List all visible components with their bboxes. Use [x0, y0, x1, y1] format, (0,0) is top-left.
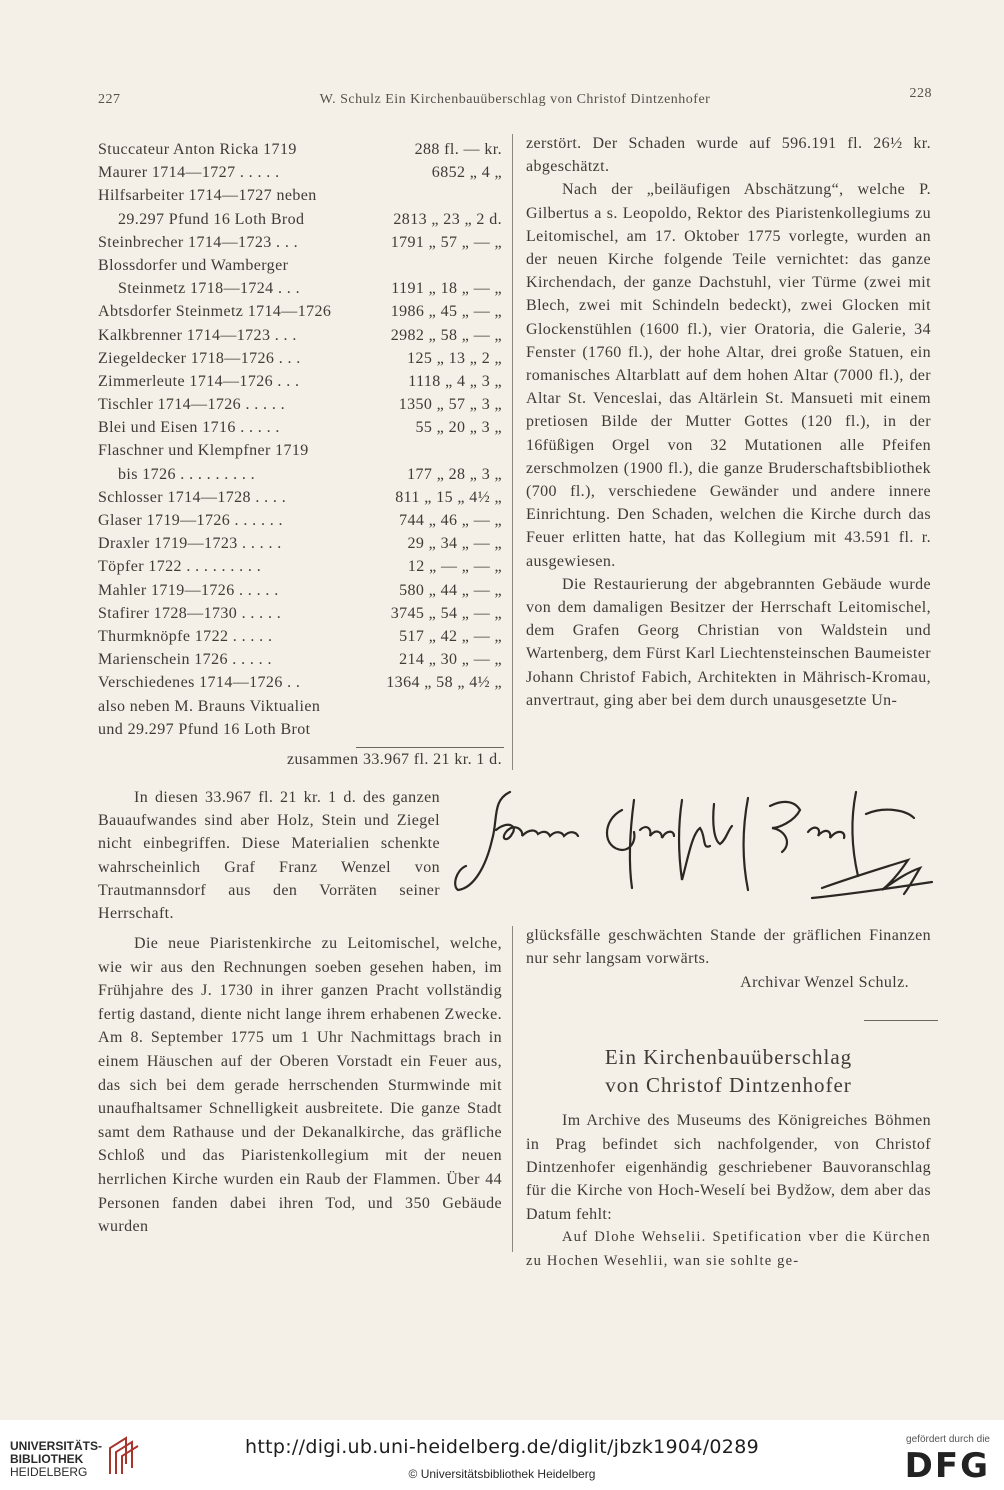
total-row	[98, 748, 502, 771]
cost-row	[98, 648, 502, 671]
cost-row	[98, 324, 502, 347]
cost-label: Flaschner und Klempfner 1719	[98, 442, 309, 460]
left-paragraph-2: Die neue Piaristenkirche zu Leitomischel, welche, wie wir aus den Rechnungen soeben gesehen haben, im Frühjahre des J. 1730 in ihrer ganzen Pracht vollständig fertig dastand, diente nicht lange ihrem erhabenen Zwecke. Am 8. September 1775 um 1 Uhr Nachmittags brach in einem Häuschen auf der Oberen Vorstadt ein Feuer aus, das sich bei dem gerade herrschenden Sturmwinde mit unaufhaltsamer Schnelligkeit ausbreitete. Die ganze Stadt samt dem Rathause und der Dekanalkirche, das gräfliche Schloß und das Piaristenkollegium mit der neuen herrlichen Kirche wurden ein Raub der Flammen. Über 44 Personen fanden dabei ihren Tod, und 350 Gebäude wurden	[98, 935, 502, 1236]
cost-amount: 580 „ 44 „ — „	[399, 581, 502, 599]
author-signature: Archivar Wenzel Schulz.	[740, 973, 909, 991]
cost-label: Marienschein 1726 . . . . .	[98, 651, 272, 669]
cost-label: also neben M. Brauns Viktualien	[98, 697, 321, 715]
cost-label: Hilfsarbeiter 1714—1727 neben	[98, 187, 317, 205]
cost-row	[98, 254, 502, 277]
cost-amount: 288 fl. — kr.	[414, 141, 502, 158]
cost-amount: 29 „ 34 „ — „	[407, 535, 502, 553]
cost-amount: 55 „ 20 „ 3 „	[415, 419, 502, 437]
dfg-logo: DFG	[904, 1446, 990, 1486]
cost-amount: 214 „ 30 „ — „	[399, 651, 502, 669]
cost-amount: 517 „ 42 „ — „	[399, 627, 502, 645]
cost-label: Steinbrecher 1714—1723 . . .	[98, 233, 299, 251]
cost-label: Zimmerleute 1714—1726 . . .	[98, 372, 300, 390]
cost-row	[98, 393, 502, 416]
cost-amount: 1191 „ 18 „ — „	[391, 280, 502, 298]
cost-label: Stafirer 1728—1730 . . . . .	[98, 604, 282, 622]
cost-row	[98, 602, 502, 625]
cost-label: 29.297 Pfund 16 Loth Brod	[118, 210, 305, 228]
cost-label: Steinmetz 1718—1724 . . .	[118, 280, 300, 298]
page-number-right: 228	[909, 86, 932, 101]
cost-label: Kalkbrenner 1714—1723 . . .	[98, 326, 297, 344]
cost-label: Verschiedenes 1714—1726 . .	[98, 674, 301, 692]
right-column-top: zerstört. Der Schaden wurde auf 596.191 fl. 26½ kr. abgeschätzt. Nach der „beiläufigen Abschätzung“, welche P. Gilbertus a s. Leopoldo, Rektor des Piaristenkollegiums zu Leitomischel, am 17. Oktober 1775 vorlegte, wurden an der neuen Kirche folgende Teile vernichtet: das ganze Kirchendach, der ganze Dachstuhl, vier Türme (zwei mit Blech, zwei mit Schindeln bedeckt), zwei Glocken mit Glockenstühlen (1600 fl.), vier Oratoria, die Galerie, 34 Fenster (1760 fl.), der hohe Altar, drei große Statuen, ein romanisches Altarblatt auf dem hohen Altar (7000 fl.), der Altar St. Venceslai, das Altärlein St. Mansueti mit einem pretiosen Bilde der Mutter Gottes (120 fl.), in der 16füßigen Orgel von 32 Mutationen alle Pfeifen zerschmolzen (1900 fl.), die ganze Bruderschaftsbibliothek (700 fl.), verschiedene Gewänder und andere innere Einrichtung. Den Schaden, welchen die Kirche durch das Feuer erlitten hatte, hat das Kollegium mit 43.591 fl. r. ausgewiesen. Die Restaurierung der abgebrannten Gebäude wurde von dem damaligen Besitzer der Herrschaft Leitomischel, dem Grafen Georg Christian von Waldstein und Wartenberg, dem Fürst Karl Liechtensteinschen Baumeister Johann Christof Fabich, Architekten in Mährisch-Kromau, anvertraut, ging aber bei dem durch unausgesetzte Un-	[526, 135, 931, 709]
cost-amount: 1118 „ 4 „ 3 „	[408, 372, 502, 390]
cost-row	[98, 370, 502, 393]
total-amount	[242, 748, 502, 771]
cost-label: bis 1726 . . . . . . . . .	[118, 465, 256, 483]
cost-label: Tischler 1714—1726 . . . . .	[98, 396, 286, 414]
cost-row	[98, 208, 502, 231]
column-rule-top	[512, 134, 513, 770]
cost-label: Abtsdorfer Steinmetz 1714—1726	[98, 303, 332, 321]
left-paragraph-1: In diesen 33.967 fl. 21 kr. 1 d. des ganzen Bauaufwandes sind aber Holz, Stein und Ziegel nicht einbegriffen. Diese Materialien schenkte wahrscheinlich Graf Franz Wenzel von Trautmannsdorf aus den Vorräten seiner Herrschaft.	[98, 789, 440, 923]
cost-label: Mahler 1719—1726 . . . . .	[98, 581, 279, 599]
cost-label: Thurmknöpfe 1722 . . . . .	[98, 627, 273, 645]
cost-amount: 1986 „ 45 „ — „	[390, 303, 502, 321]
cost-amount: 744 „ 46 „ — „	[399, 512, 502, 529]
cost-label: Blei und Eisen 1716 . . . . .	[98, 419, 280, 437]
total-label: zusammen	[286, 750, 359, 768]
page-number-left: 227	[98, 92, 121, 107]
cost-row	[98, 625, 502, 648]
cost-amount: 1350 „ 57 „ 3 „	[398, 396, 502, 414]
cost-row	[98, 671, 502, 694]
cost-label: Schlosser 1714—1728 . . . .	[98, 488, 287, 506]
column-rule-bottom	[512, 926, 513, 1252]
cost-row	[98, 347, 502, 370]
article-title: Ein Kirchenbauüberschlag von Christof Dintzenhofer	[604, 1045, 853, 1098]
cost-label: Maurer 1714—1727 . . . . .	[98, 164, 280, 182]
cost-label: Blossdorfer und Wamberger	[98, 256, 289, 274]
cost-amount: 3745 „ 54 „ — „	[390, 604, 502, 622]
cost-row	[98, 416, 502, 439]
cost-row	[98, 579, 502, 602]
cost-row	[98, 439, 502, 462]
cost-label: Draxler 1719—1723 . . . . .	[98, 535, 282, 553]
cost-row	[98, 509, 502, 532]
cost-label: Töpfer 1722 . . . . . . . . .	[98, 558, 262, 576]
cost-row	[98, 532, 502, 555]
cost-row	[98, 463, 502, 486]
cost-amount: 1364 „ 58 „ 4½ „	[386, 674, 502, 692]
cost-amount: 2982 „ 58 „ — „	[390, 326, 502, 344]
source-url-link[interactable]: http://digi.ub.uni-heidelberg.de/diglit/jbzk1904/0289	[245, 1436, 759, 1458]
copyright-text: © Universitätsbibliothek Heidelberg	[408, 1467, 596, 1481]
cost-label: Glaser 1719—1726 . . . . . .	[98, 512, 283, 529]
right-column-bottom: glücksfälle geschwächten Stande der gräflichen Finanzen nur sehr langsam vorwärts. Archivar Wenzel Schulz. Ein Kirchenbauüberschlag von Christof Dintzenhofer Im Archive des Museums des Königreiches Böhmen in Prag befindet sich nachfolgender, von Christof Dintzenhofer eigenhändig geschriebener Bauvoranschlag für die Kirche von Hoch-Weselí bei Bydžow, dem aber das Datum fehlt: Auf Dlohe Wehselii. Spetification vber die Kürchen zu Hochen Wesehlii, wan sie sohlte ge-	[526, 924, 931, 1273]
cost-label: und 29.297 Pfund 16 Loth Brot	[98, 720, 311, 738]
cost-amount: 6852 „ 4 „	[431, 164, 502, 182]
cost-row	[98, 231, 502, 254]
section-divider	[864, 1020, 938, 1021]
cost-amount: 125 „ 13 „ 2 „	[407, 349, 502, 367]
cost-amount: 2813 „ 23 „ 2 d.	[393, 210, 502, 228]
cost-amount: 12 „ — „ — „	[407, 558, 502, 576]
running-title: W. Schulz Ein Kirchenbauüberschlag von Christof Dintzenhofer	[319, 92, 711, 107]
cost-row	[98, 718, 502, 741]
cost-row	[98, 300, 502, 323]
cost-row	[98, 555, 502, 578]
funding-note: gefördert durch die	[906, 1434, 990, 1445]
cost-row	[98, 486, 502, 509]
cost-amount: 177 „ 28 „ 3 „	[407, 465, 502, 483]
total-value: 33.967 fl. 21 kr. 1 d.	[362, 750, 502, 768]
cost-table	[98, 138, 502, 771]
cost-amount: 1791 „ 57 „ — „	[390, 233, 502, 251]
signature-image	[452, 770, 944, 912]
spec-quote: Auf Dlohe Wehselii. Spetification vber die Kürchen zu Hochen Wesehlii, wan sie sohlte ge-	[526, 1229, 931, 1269]
cost-amount: 811 „ 15 „ 4½ „	[395, 488, 502, 506]
cost-row	[98, 138, 502, 161]
cost-row	[98, 184, 502, 207]
cost-row	[98, 695, 502, 718]
cost-label: Ziegeldecker 1718—1726 . . .	[98, 349, 301, 367]
cost-row	[98, 161, 502, 184]
university-logo-text: UNIVERSITÄTS- BIBLIOTHEK HEIDELBERG	[10, 1439, 103, 1479]
cost-label: Stuccateur Anton Ricka 1719	[98, 141, 297, 158]
running-header	[98, 86, 932, 110]
cost-row	[98, 277, 502, 300]
